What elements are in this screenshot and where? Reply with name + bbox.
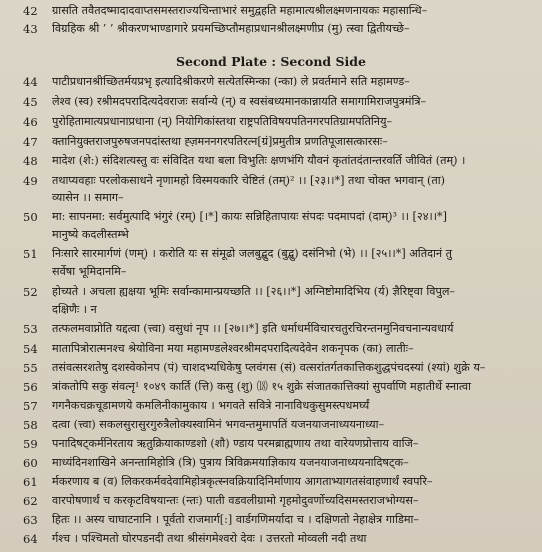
line-text: निःसारे सारमार्गणं (णम्) । करोति यः स संमूढो जलबुद्बुद (बुद्बु) दसंनिभो (भे) ।। [२५।।*] अतिदानं तु [52, 247, 453, 260]
text-line [0, 1, 542, 21]
line-text: मादेश (शे:) संदिशत्यस्तु वः संविदित यथा बला विभुतिः क्षणभंगि यौवनं कृतांतदंतान्तरवर्ति जीवितं (तम्) । [52, 154, 466, 167]
line-number: 52 [23, 285, 38, 299]
line-number: 54 [23, 342, 38, 356]
line-text: र्मकरणाय ब (व) लिकरकर्मवदेवामिहोत्रकृत्स्नवक्रियादिनिर्माणाय आगताभ्यागतसंवाहणार्थं स्वपरि– [52, 475, 433, 488]
line-text: सर्वेषा भूमिदानमि– [52, 265, 127, 278]
line-number: 55 [23, 361, 38, 375]
text-line [0, 434, 542, 454]
line-number: 64 [23, 532, 38, 546]
line-text: तसंवत्सरशतेषु दशस्वेकोनप (पं) चाशदभ्यधिकेषु प्लवंगस (सं) वत्सरांतर्गतकात्तिकशुद्धपंचदस्यां (श्यां) शुक्रे य– [52, 361, 486, 374]
text-line [0, 339, 542, 359]
line-number: 46 [23, 115, 38, 129]
line-text: त्रांकतोपि सकु संवत्नृ¹ १०४९ कार्ति (त्ति) कसु (शु) ⒅ १५ शुक्रे संजातकात्तिक्यां सुपर्वाणि महातीर्थे स्नात्वा [52, 380, 472, 393]
line-text: मा: सापनमा: सर्वमुत्पादि भंगुरं (रम्) [।*] कायः सन्निहितापायः संपदः पदमापदां (दाम्)³ ।। [२४।।*] [52, 210, 448, 223]
line-text: पनादिषट्कर्मनिरताय ऋतुक्रियाकाण्डशो (शौ) ण्डाय परमब्राह्मणाय तथा वारेयणप्रोत्ताय वाजि– [52, 437, 419, 450]
text-line [0, 300, 542, 320]
line-text: हितः ।। अस्य चाघाटनानि । पूर्वतो राजमार्ग[:] वार्डगणिमर्यादा च । दक्षिणतो नेहाक्षेत्र गाडिमा– [52, 513, 420, 526]
line-number: 43 [23, 22, 38, 36]
text-line [0, 453, 542, 473]
line-number: 44 [23, 75, 38, 89]
section-heading: Second Plate : Second Side [176, 54, 366, 69]
line-text: दत्वा (त्त्वा) सकलसुरासुरगुरुत्रैलोक्यस्वामिनं भगवन्तमुमापतिं यजनयाजनाध्ययनाध्या– [52, 418, 385, 431]
line-text: मातापित्रोरात्मनश्च श्रेयोविना मया महामण्डलेश्वरश्रीमदपरादित्यदेवेन शकनृपक (का) लातीः– [52, 342, 414, 355]
text-line [0, 262, 542, 282]
line-number: 42 [23, 4, 38, 18]
text-line [0, 151, 542, 171]
line-text: लेश्व (स्व) रश्रीमदपरादित्यदेवराजः सर्वान्ये (न्) व स्वसंबध्यमानकान्नायति समागामिराजपुत्रमंत्रि– [52, 95, 427, 108]
line-number: 47 [23, 135, 38, 149]
line-number: 62 [23, 494, 38, 508]
line-text: विग्रहिक श्री ’ ’ श्रीकरणभाण्डागारे प्रयमच्छिप्तौमहाप्रधानश्रीलक्ष्मणीप्र (मु) त्स्वा द्वितीयच्छे– [52, 22, 410, 35]
line-text: मानुष्ये कदलीस्तम्भे [52, 228, 129, 241]
line-number: 56 [23, 380, 38, 394]
text-line [0, 472, 542, 492]
line-number: 49 [23, 174, 38, 188]
text-line [0, 491, 542, 511]
text-line [0, 529, 542, 549]
line-text: तथाप्यवहाः परलोकसाधने नृणामहो विस्मयकारि चेष्टितं (तम्)² ।। [२३।।*] तथा चोक्त भगवान् (ता) [52, 174, 446, 187]
line-number: 58 [23, 418, 38, 432]
line-number: 53 [23, 322, 38, 336]
line-number: 50 [23, 210, 38, 224]
line-text: क्तानियुक्तराजपुरुषजनपदांस्तथा ह्ज़मननगरपतिरत्न[ग्रं]प्रमुतीत्र प्रणतिपूजासत्कारसः– [52, 135, 388, 148]
text-line [0, 132, 542, 152]
line-number: 51 [23, 247, 38, 261]
line-text: होच्यते । अचला ह्यक्षया भूमिः सर्वान्कामान्प्रयच्छति ।। [२६।।*] अग्निष्टोमादिभिय (र्य) ज्ञैरिष्ट्वा विपुल– [52, 285, 455, 298]
line-text: वारपोषणार्थं च करकृटविषयान्तः (न्तः) पाती वडवलीग्रामो गृहमोदुवर्णोच्यदिसमस्तराजभोग्यस– [52, 494, 419, 507]
line-text: दक्षिणैः । न [52, 303, 97, 316]
text-line [0, 377, 542, 397]
line-number: 57 [23, 399, 38, 413]
line-number: 60 [23, 456, 38, 470]
line-text: पाटीप्रधानश्रीच्छितर्मयप्रभृ इत्यादिश्रीकरणे सत्येतस्मिन्का (न्का) ले प्रवर्तमाने सति महामण्ड– [52, 75, 410, 88]
text-line [0, 319, 542, 339]
text-line [0, 282, 542, 302]
line-number: 48 [23, 154, 38, 168]
line-number: 45 [23, 95, 38, 109]
line-text: पुरोहितामात्यप्रधानाप्रधाना (न्) नियोगिकांस्तथा राष्ट्रपतिविषयपतिनगरपतिग्रामपतिनियु– [52, 115, 393, 128]
line-number: 63 [23, 513, 38, 527]
line-number: 61 [23, 475, 38, 489]
line-number: 59 [23, 437, 38, 451]
text-line [0, 19, 542, 39]
text-line [0, 358, 542, 378]
text-line [0, 207, 542, 227]
line-text: तत्फलमवाप्नोति यद्दत्वा (त्त्वा) वसुधां नृप ।। [२७।।*] इति धर्माधर्मविचारचतुरचिरन्तनमुनिवचनान्यवधार्य [52, 322, 454, 335]
text-line [0, 72, 542, 92]
line-text: माध्यंदिनशाखिने अनन्तामिहोत्रि (त्रि) पुत्राय त्रिविक्रमयाज्ञिकाय यजनयाजनाध्ययनादिषट्क– [52, 456, 409, 469]
line-text: गगनैकचक्रचूडामणये कमलिनीकामुकाय । भगवते सवित्रे नानाविधकुसुमस्त्पधमर्घ्यं [52, 399, 370, 412]
text-line [0, 510, 542, 530]
text-line [0, 112, 542, 132]
text-line [0, 244, 542, 264]
line-text: व्यासेन ।। समाग– [52, 191, 124, 204]
text-line [0, 188, 542, 208]
line-text: र्गश्च । पश्चिमतो घोरपडनदी तथा श्रीसंगमेश्वरो देवः । उत्तरतो मोव्वली नदी तथा [52, 532, 367, 545]
text-line [0, 92, 542, 112]
text-line [0, 225, 542, 245]
line-text: ग्रासति तवैतदष्मादादवाप्तसमस्तराज्यचिन्ताभारं समुद्वहति महामात्यश्रीलक्ष्मणनायकः महासान्धि– [52, 4, 428, 17]
text-line [0, 415, 542, 435]
text-line [0, 396, 542, 416]
